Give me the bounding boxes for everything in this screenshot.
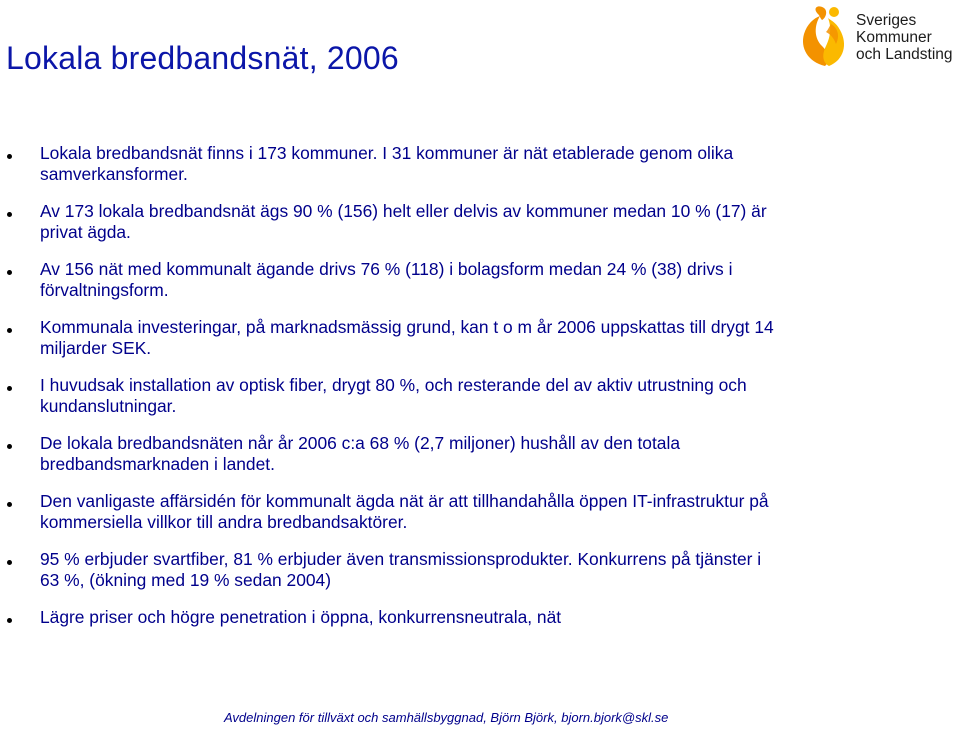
- bullet-dot: [7, 560, 12, 565]
- bullet-line: Av 156 nät med kommunalt ägande drivs 76 % (118) i bolagsform medan 24 % (38) drivs i: [40, 259, 733, 279]
- bullet-line: kommersiella villkor till andra bredbandsaktörer.: [40, 512, 408, 532]
- bullet-line: samverkansformer.: [40, 164, 188, 184]
- bullet-line: miljarder SEK.: [40, 338, 152, 358]
- slide-title: Lokala bredbandsnät, 2006: [6, 40, 399, 76]
- bullet-dot: [7, 386, 12, 391]
- bullet-line: De lokala bredbandsnäten når år 2006 c:a 68 % (2,7 miljoner) hushåll av den totala: [40, 433, 680, 453]
- bullet-dot: [7, 212, 12, 217]
- slide-footer: Avdelningen för tillväxt och samhällsbyggnad, Björn Björk, bjorn.bjork@skl.se: [224, 710, 669, 725]
- logo-line-3: och Landsting: [856, 46, 953, 63]
- logo-line-2: Kommuner: [856, 29, 932, 46]
- bullet-line: bredbandsmarknaden i landet.: [40, 454, 275, 474]
- bullet-line: I huvudsak installation av optisk fiber, drygt 80 %, och resterande del av aktiv utrustning och: [40, 375, 747, 395]
- skl-logo: [798, 4, 960, 70]
- bullet-dot: [7, 444, 12, 449]
- bullet-line: Den vanligaste affärsidén för kommunalt ägda nät är att tillhandahålla öppen IT-infrastruktur på: [40, 491, 769, 511]
- bullet-line: Lokala bredbandsnät finns i 173 kommuner. I 31 kommuner är nät etablerade genom olika: [40, 143, 734, 163]
- skl-flame-figure-icon: [798, 4, 856, 70]
- bullet-dot: [7, 328, 12, 333]
- bullet-line: förvaltningsform.: [40, 280, 169, 300]
- skl-logo-text: [856, 12, 953, 63]
- bullet-dot: [7, 270, 12, 275]
- bullet-line: 95 % erbjuder svartfiber, 81 % erbjuder även transmissionsprodukter. Konkurrens på tjänster i: [40, 549, 762, 569]
- bullet-line: privat ägda.: [40, 222, 131, 242]
- bullet-line: kundanslutningar.: [40, 396, 177, 416]
- bullet-line: Lägre priser och högre penetration i öppna, konkurrensneutrala, nät: [40, 607, 562, 627]
- bullet-dot: [7, 154, 12, 159]
- bullet-line: Av 173 lokala bredbandsnät ägs 90 % (156) helt eller delvis av kommuner medan 10 % (17) är: [40, 201, 767, 221]
- logo-line-1: Sveriges: [856, 12, 917, 29]
- bullet-dot: [7, 618, 12, 623]
- bullet-dot: [7, 502, 12, 507]
- bullet-line: Kommunala investeringar, på marknadsmässig grund, kan t o m år 2006 uppskattas till drygt 14: [40, 317, 774, 337]
- bullet-line: 63 %, (ökning med 19 % sedan 2004): [40, 570, 331, 590]
